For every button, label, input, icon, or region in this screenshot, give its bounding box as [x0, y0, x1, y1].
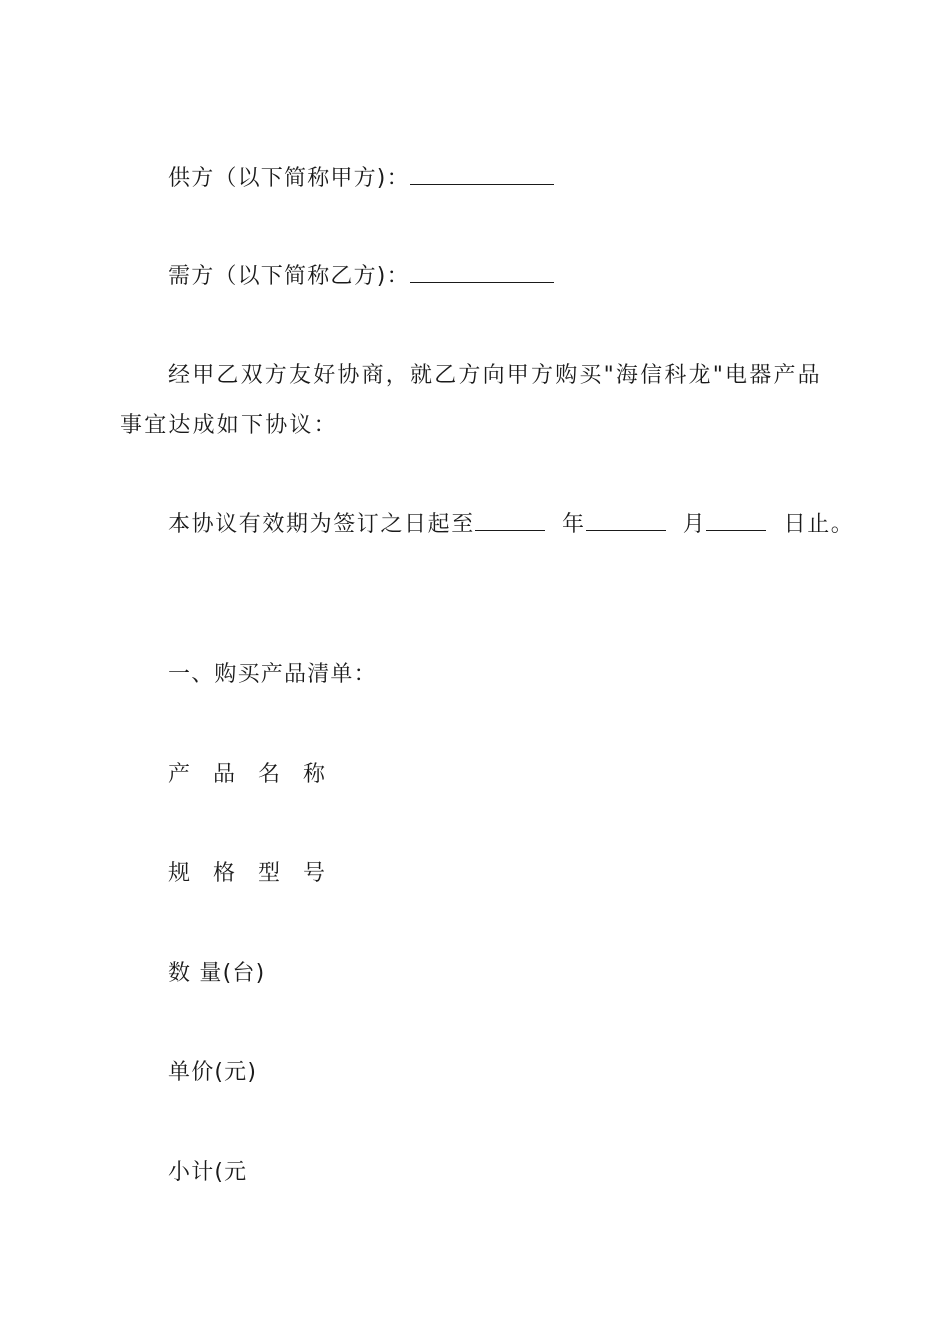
validity-day-label: 日止。 — [783, 512, 855, 537]
validity-month-label: 月 — [682, 512, 707, 537]
buyer-blank — [410, 262, 554, 283]
validity-month-blank — [586, 510, 666, 531]
field-spec-model: 规 格 型 号 — [168, 861, 333, 886]
intro-line-1: 经甲乙双方友好协商，就乙方向甲方购买"海信科龙"电器产品 — [168, 363, 822, 388]
section1-heading: 一、购买产品清单： — [168, 662, 377, 687]
field-subtotal: 小计(元 — [168, 1160, 248, 1185]
field-unit-price: 单价(元) — [168, 1060, 258, 1085]
intro-line-2: 事宜达成如下协议： — [120, 413, 338, 438]
supplier-label: 供方（以下简称甲方)： — [168, 166, 410, 191]
buyer-line — [168, 262, 554, 292]
field-quantity: 数 量(台) — [168, 961, 266, 986]
supplier-blank — [410, 164, 554, 185]
validity-year-label: 年 — [562, 512, 586, 537]
validity-year-blank — [475, 510, 545, 531]
field-product-name: 产 品 名 称 — [168, 762, 333, 787]
supplier-line — [168, 164, 554, 194]
buyer-label: 需方（以下简称乙方)： — [168, 264, 410, 289]
validity-day-blank — [706, 510, 766, 531]
validity-line — [168, 510, 854, 540]
validity-prefix: 本协议有效期为签订之日起至 — [168, 512, 475, 537]
